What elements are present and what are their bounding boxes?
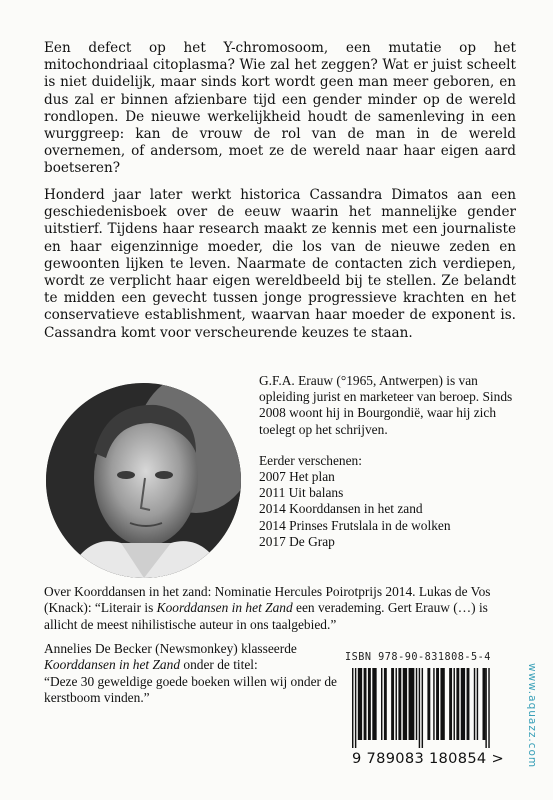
author-bio: G.F.A. Erauw (°1965, Antwerpen) is van opleiding jurist en marketeer van beroep. Sinds 2008 woont hij in Bourgondië, waar hij zich toelegt op het schrijven. [259, 373, 513, 437]
barcode-bar [358, 668, 362, 740]
author-portrait [46, 383, 241, 578]
review-newsmonkey-line2-rest: onder de titel: [180, 657, 258, 673]
review-knack [44, 584, 522, 633]
barcode-bar [396, 668, 397, 740]
barcode-bar [419, 668, 420, 748]
barcode-bar [398, 668, 401, 740]
review-newsmonkey-line2 [44, 657, 344, 673]
works-list-item: 2011 Uit balans [259, 485, 344, 501]
barcode-bar [488, 668, 489, 748]
isbn-barcode [350, 668, 498, 748]
review-knack-book-title: Koorddansen in het Zand [156, 600, 293, 616]
barcode-bar [474, 668, 475, 740]
barcode-bar [436, 668, 439, 740]
barcode-bar [485, 668, 486, 748]
barcode-bar [384, 668, 387, 740]
barcode-bar [355, 668, 356, 748]
barcode-bar [372, 668, 376, 740]
barcode-bar [391, 668, 394, 740]
works-list-item: 2007 Het plan [259, 469, 335, 485]
works-list [259, 469, 521, 550]
barcode-bar [433, 668, 434, 740]
review-newsmonkey-quote: “Deze 30 geweldige goede boeken willen wij onder de kerstboom vinden.” [44, 673, 337, 706]
barcode-bar [416, 668, 417, 740]
review-newsmonkey-book-title: Koorddansen in het Zand [44, 657, 181, 673]
author-info [259, 373, 521, 550]
barcode-bar [461, 668, 465, 740]
barcode-bar [467, 668, 470, 740]
barcode-tail: > [491, 750, 504, 767]
barcode-bar [456, 668, 459, 740]
barcode-bar [381, 668, 382, 740]
review-knack-lead: Over Koorddansen in het zand: Nominatie Hercules Poirotprijs 2014. Lukas de Vos (Knack): “Literair is [44, 584, 491, 616]
blurb-paragraph-2: Honderd jaar later werkt historica Cassandra Dimatos aan een geschiedenisboek over de eeuw waarin het mannelijke gender uitstierf. Tijdens haar research maakt ze kennis met een journaliste en haar eigenzinnige moeder, die los van de nieuwe zeden en gewoonten lijken te leven. Naarmate de contacten zich verdiepen, wordt ze verplicht haar eigen wereldbeeld bij te stellen. Ze belandt te midden een gevecht tussen jonge progressieve krachten en het conservatieve establishment, waarvan haar moeder de exponent is. Cassandra komt voor verscheurende keuzes te staan. [44, 187, 516, 341]
barcode-bar [427, 668, 430, 740]
barcode-bar [409, 668, 415, 740]
barcode-bar [454, 668, 455, 740]
isbn-label: ISBN 978-90-831808-5-4 [345, 652, 491, 663]
barcode-bar [483, 668, 486, 740]
works-list-item: 2014 Koorddansen in het zand [259, 501, 423, 517]
works-title: Eerder verschenen: [259, 452, 362, 468]
barcode-bar [440, 668, 444, 740]
barcode-bar [422, 668, 423, 748]
barcode-bar [403, 668, 407, 740]
review-knack-text [44, 584, 522, 633]
publisher-url: www.aquazz.com [526, 663, 538, 769]
review-newsmonkey [44, 641, 344, 707]
barcode-bar [352, 668, 353, 748]
barcode-digits-text: 9 789083 180854 [352, 750, 487, 767]
author-photo-image [46, 383, 241, 578]
barcode-bar [477, 668, 478, 740]
review-newsmonkey-line1: Annelies De Becker (Newsmonkey) klasseerde [44, 641, 297, 656]
barcode-bar [364, 668, 367, 740]
blurb-paragraph-1: Een defect op het Y-chromosoom, een mutatie op het mitochondriaal citoplasma? Wie zal het zeggen? Wat er juist scheelt is niet duidelijk, maar sinds kort wordt geen man meer geboren, en dus zal er binnen afzienbare tijd een gender minder op de wereld rondlopen. De nieuwe werkelijkheid houdt de samenleving in een wurggreep: kan de vrouw de rol van de man in de wereld overnemen, of andersom, moet ze de wereld naar haar eigen aard boetseren? [44, 40, 516, 177]
works-list-item: 2017 De Grap [259, 533, 335, 549]
barcode-bar [449, 668, 452, 740]
works-list-item: 2014 Prinses Frutslala in de wolken [259, 517, 451, 533]
barcode-bar [368, 668, 371, 740]
review-knack-rest: een verademing. Gert Erauw (…) is allicht de meest nihilistische auteur in ons taalgebied.” [44, 600, 488, 632]
barcode-digits [352, 750, 504, 767]
